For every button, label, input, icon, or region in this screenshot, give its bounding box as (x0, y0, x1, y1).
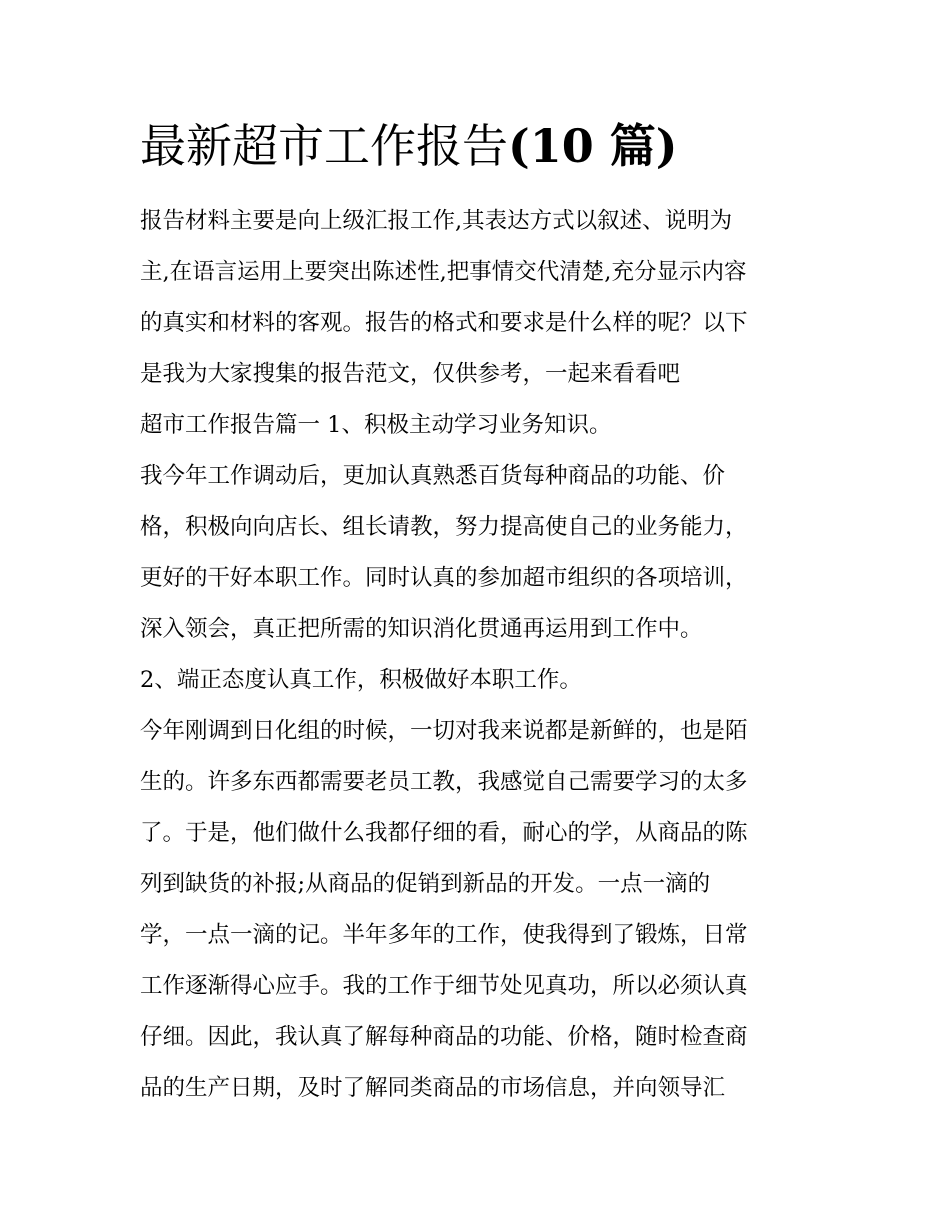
document-title (140, 118, 678, 174)
text-line: 2、端正态度认真工作，积极做好本职工作。 (140, 667, 582, 693)
text-line: 深入领会，真正把所需的知识消化贯通再运用到工作中。 (140, 616, 703, 642)
document-body (140, 196, 820, 1114)
text-line: 了。于是，他们做什么我都仔细的看，耐心的学，从商品的陈 (140, 820, 748, 846)
text-line: 我今年工作调动后，更加认真熟悉百货每种商品的功能、价 (140, 463, 726, 489)
text-line: 格，积极向向店长、组长请教，努力提高使自己的业务能力， (140, 514, 748, 540)
title-suffix: (10 篇) (508, 119, 678, 173)
text-line: 列到缺货的补报;从商品的促销到新品的开发。一点一滴的 (140, 871, 711, 897)
title-main: 最新超市工作报告 (140, 119, 508, 173)
text-line: 学，一点一滴的记。半年多年的工作，使我得到了锻炼，日常 (140, 922, 748, 948)
text-line: 是我为大家搜集的报告范文，仅供参考，一起来看看吧 (140, 361, 681, 387)
text-line: 生的。许多东西都需要老员工教，我感觉自己需要学习的太多 (140, 769, 748, 795)
text-line: 主,在语言运用上要突出陈述性,把事情交代清楚,充分显示内容 (140, 259, 747, 285)
text-line: 的真实和材料的客观。报告的格式和要求是什么样的呢？以下 (140, 310, 748, 336)
text-line: 仔细。因此，我认真了解每种商品的功能、价格，随时检查商 (140, 1024, 748, 1050)
text-line: 更好的干好本职工作。同时认真的参加超市组织的各项培训， (140, 565, 748, 591)
text-line: 品的生产日期，及时了解同类商品的市场信息，并向领导汇 (140, 1075, 726, 1101)
text-line: 工作逐渐得心应手。我的工作于细节处见真功，所以必须认真 (140, 973, 748, 999)
text-line: 超市工作报告篇一 1、积极主动学习业务知识。 (140, 412, 612, 438)
text-line: 今年刚调到日化组的时候，一切对我来说都是新鲜的，也是陌 (140, 718, 748, 744)
text-line: 报告材料主要是向上级汇报工作,其表达方式以叙述、说明为 (140, 208, 733, 234)
